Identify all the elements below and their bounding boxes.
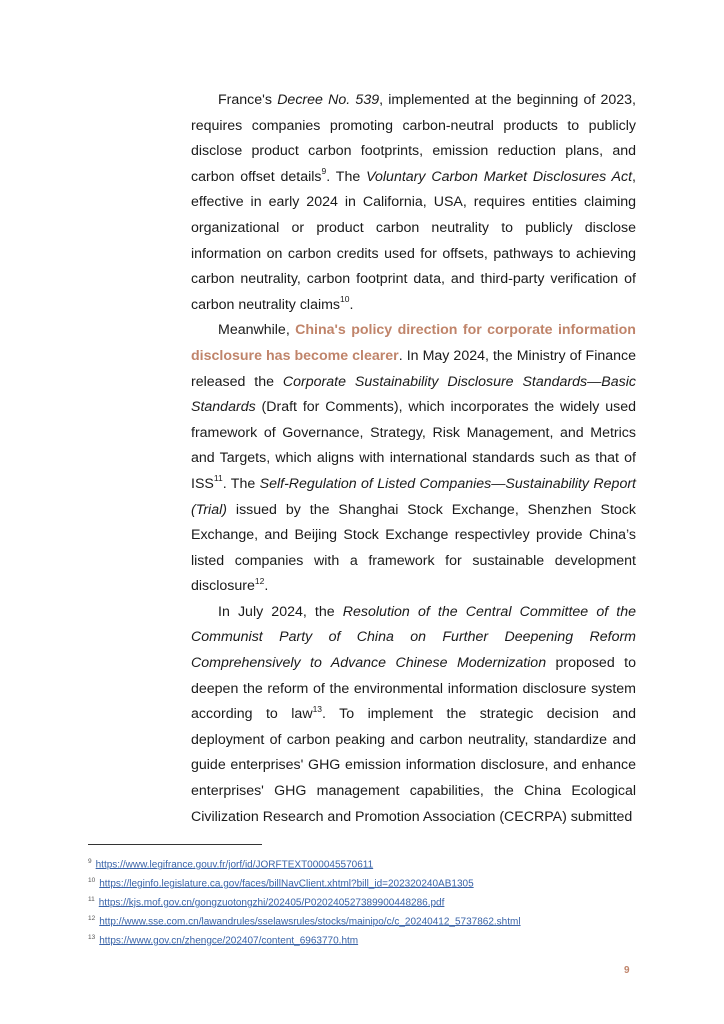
footnote-ref-9[interactable]: 9 (321, 166, 327, 177)
footnote-11 (88, 892, 648, 911)
text-run: . To implement the strategic decision and deployment of carbon peaking and carbon neutrality, standardize and guide enterprises' GHG emission information disclosure, and enhance enterprises' GHG management capabilities, the China Ecological Civilization Research and Promotion Association (CECRPA) submitted (191, 706, 636, 825)
footnote-link[interactable]: https://leginfo.legislature.ca.gov/faces/billNavClient.xhtml?bill_id=202320240AB1305 (99, 878, 474, 890)
footnote-divider (88, 844, 262, 845)
text-run: France's (218, 92, 278, 108)
footnote-number: 10 (88, 876, 96, 884)
footnote-ref-11[interactable]: 11 (213, 473, 223, 484)
footnote-ref-12[interactable]: 12 (254, 575, 265, 586)
footnote-ref-10[interactable]: 10 (340, 294, 350, 305)
footnote-link[interactable]: https://www.legifrance.gouv.fr/jorf/id/JORFTEXT000045570611 (95, 859, 374, 871)
footnote-number: 12 (88, 914, 96, 922)
footnote-link[interactable]: https://www.gov.cn/zhengce/202407/content_6963770.htm (99, 935, 359, 947)
footnote-9 (88, 854, 648, 873)
text-run: , effective in early 2024 in California, USA, requires entities claiming organizational or product carbon neutrality to publicly disclose information on carbon credits used for offsets, pathways to achieving carbon neutrality, carbon footprint data, and third-party verification of carbon neutrality claims (191, 168, 636, 313)
paragraph-3 (191, 600, 636, 830)
footnote-12 (88, 911, 648, 930)
text-run: . (349, 296, 354, 313)
act-title: Voluntary Carbon Market Disclosures Act (366, 168, 633, 185)
paragraph-1 (191, 88, 636, 318)
text-run: . In May 2024, the Ministry of Finance released the (191, 347, 636, 390)
body-text (191, 88, 636, 830)
decree-title: Decree No. 539 (277, 92, 380, 108)
paragraph-2 (191, 318, 636, 600)
text-run: In July 2024, the (218, 603, 343, 620)
footnote-number: 11 (88, 895, 95, 903)
text-run: . (264, 578, 269, 595)
text-run: . The (326, 168, 367, 185)
highlighted-statement: China's policy direction for corporate information disclosure has become clearer (191, 322, 636, 364)
text-run: . The (222, 475, 260, 492)
footnote-10 (88, 873, 648, 892)
footnote-ref-13[interactable]: 13 (312, 703, 323, 714)
text-run: (Draft for Comments), which incorporates the widely used framework of Governance, Strategy, Risk Management, and Metrics and Targets, which aligns with international standards such as that of ISS (191, 399, 636, 492)
footnote-13 (88, 930, 648, 949)
footnote-link[interactable]: http://www.sse.com.cn/lawandrules/sselawsrules/stocks/mainipo/c/c_20240412_5737862.shtml (99, 916, 521, 928)
report-title: Self-Regulation of Listed Companies—Sustainability Report (Trial) (191, 475, 636, 518)
footnote-link[interactable]: https://kjs.mof.gov.cn/gongzuotongzhi/202405/P020240527389900448286.pdf (98, 897, 445, 909)
resolution-title: Resolution of the Central Committee of the Communist Party of China on Further Deepening Reform Comprehensively to Advance Chinese Modernization (191, 603, 636, 672)
page-number: 9 (624, 965, 630, 976)
text-run: Meanwhile, (218, 322, 296, 339)
text-run: proposed to deepen the reform of the environmental information disclosure system according to law (191, 655, 636, 723)
text-run: , implemented at the beginning of 2023, requires companies promoting carbon-neutral products to publicly disclose product carbon footprints, emission reduction plans, and carbon offset details (191, 92, 636, 185)
footnotes (88, 854, 648, 949)
standards-title: Corporate Sustainability Disclosure Standards—Basic Standards (191, 373, 636, 416)
footnote-number: 9 (88, 858, 92, 865)
text-run: issued by the Shanghai Stock Exchange, Shenzhen Stock Exchange, and Beijing Stock Exchange respectivley provide China’s listed companies with a framework for sustainable development disclosure (191, 501, 636, 595)
footnote-number: 13 (88, 933, 96, 941)
